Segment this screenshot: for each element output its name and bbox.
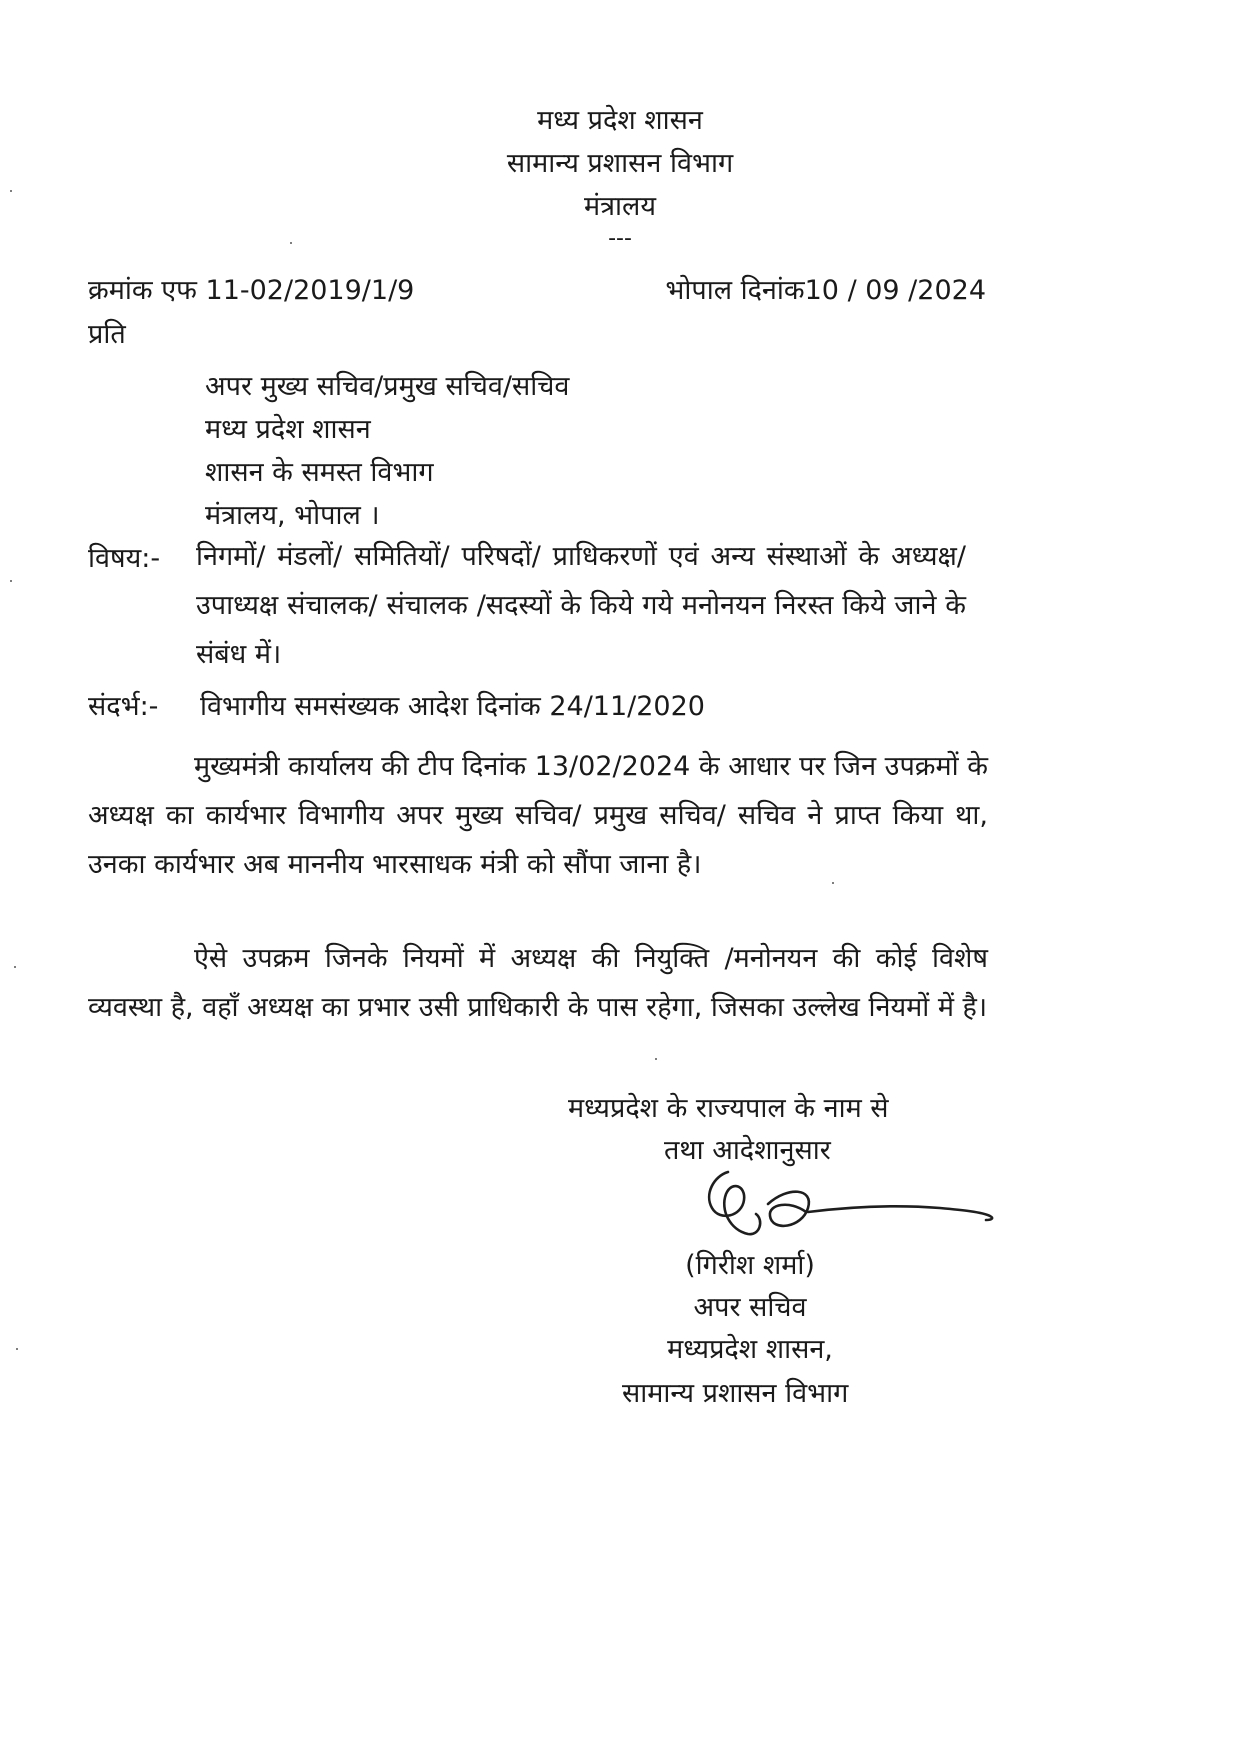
scan-speck [10, 580, 12, 582]
to-label: प्रति [88, 319, 126, 350]
addressee-line: शासन के समस्त विभाग [205, 457, 434, 488]
header-government: मध्य प्रदेश शासन [537, 105, 703, 136]
authority-line-2: तथा आदेशानुसार [664, 1135, 831, 1166]
scan-speck [290, 242, 292, 244]
scan-speck [16, 1348, 18, 1350]
place-date: भोपाल दिनांक10 / 09 /2024 [665, 275, 986, 306]
subject-text: निगमों/ मंडलों/ समितियों/ परिषदों/ प्राधिकरणों एवं अन्य संस्थाओं के अध्यक्ष/ उपाध्यक्ष संचालक/ संचालक /सदस्यों के किये गये मनोनयन निरस्त किये जाने के संबंध में। [196, 541, 966, 670]
body-paragraph-2: ऐसे उपक्रम जिनके नियमों में अध्यक्ष की नियुक्ति /मनोनयन की कोई विशेष व्यवस्था है, वहाँ अध्यक्ष का प्रभार उसी प्राधिकारी के पास रहेगा, जिसका उल्लेख नियमों में है। [88, 943, 988, 1023]
authority-line-1: मध्यप्रदेश के राज्यपाल के नाम से [568, 1093, 889, 1124]
signatory-name: (गिरीश शर्मा) [685, 1250, 815, 1281]
order-number: क्रमांक एफ 11-02/2019/1/9 [88, 275, 415, 306]
header-separator: --- [608, 226, 632, 251]
signatory-org-2: सामान्य प्रशासन विभाग [622, 1378, 849, 1409]
subject-label: विषय:- [88, 543, 161, 574]
signatory-designation: अपर सचिव [693, 1292, 807, 1323]
addressee-line: मध्य प्रदेश शासन [205, 414, 371, 445]
addressee-line: अपर मुख्य सचिव/प्रमुख सचिव/सचिव [205, 371, 570, 402]
signatory-org-1: मध्यप्रदेश शासन, [667, 1334, 833, 1365]
scan-speck [14, 966, 16, 968]
header-department: सामान्य प्रशासन विभाग [506, 148, 734, 179]
reference-text: विभागीय समसंख्यक आदेश दिनांक 24/11/2020 [200, 691, 705, 722]
scan-speck [655, 1058, 657, 1060]
addressee-line: मंत्रालय, भोपाल । [205, 500, 380, 531]
reference-label: संदर्भ:- [88, 691, 159, 722]
signature [690, 1160, 1000, 1250]
scan-speck [832, 882, 834, 884]
header-secretariat: मंत्रालय [583, 191, 656, 222]
body-paragraph-1: मुख्यमंत्री कार्यालय की टीप दिनांक 13/02/2024 के आधार पर जिन उपक्रमों के अध्यक्ष का कार्यभार विभागीय अपर मुख्य सचिव/ प्रमुख सचिव/ सचिव ने प्राप्त किया था, उनका कार्यभार अब माननीय भारसाधक मंत्री को सौंपा जाना है। [88, 751, 988, 880]
scan-speck [10, 190, 12, 192]
